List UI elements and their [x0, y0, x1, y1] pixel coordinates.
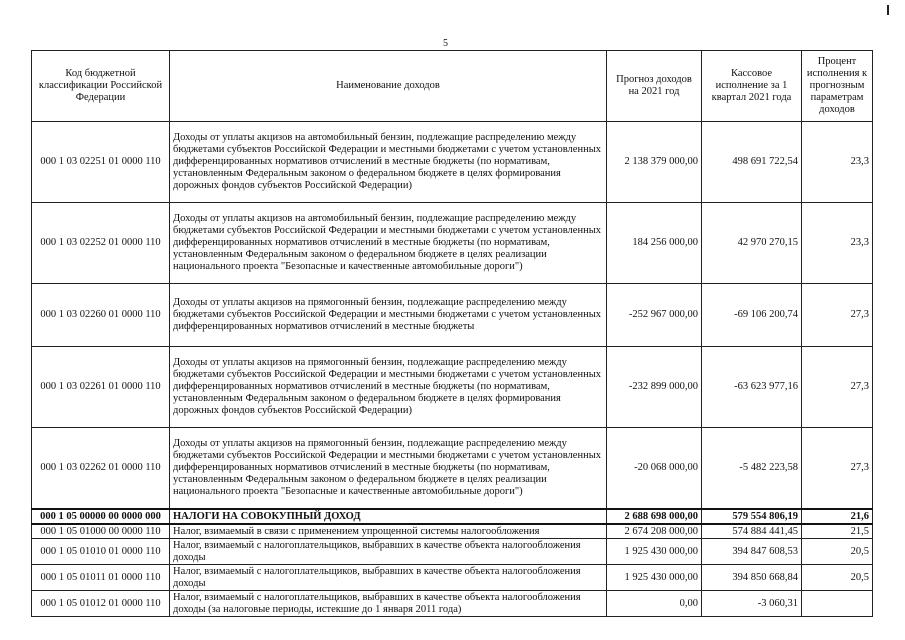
revenue-table: [31, 50, 873, 617]
percent-cell: 21,5: [802, 524, 873, 539]
table-row: [32, 428, 873, 510]
code-cell: 000 1 05 00000 00 0000 000: [32, 509, 170, 524]
cash-cell: 42 970 270,15: [702, 203, 802, 284]
table-row: [32, 122, 873, 203]
forecast-cell: -232 899 000,00: [607, 347, 702, 428]
forecast-cell: 2 138 379 000,00: [607, 122, 702, 203]
code-cell: 000 1 03 02252 01 0000 110: [32, 203, 170, 284]
name-cell: Доходы от уплаты акцизов на прямогонный бензин, подлежащие распределению между бюджетами субъектов Российской Федерации и местными бюджетами с учетом установленных дифференцированных нормативов отчислений в местные бюджеты: [170, 284, 607, 347]
percent-cell: 27,3: [802, 428, 873, 510]
cash-cell: 498 691 722,54: [702, 122, 802, 203]
table-row: [32, 524, 873, 539]
forecast-cell: 2 688 698 000,00: [607, 509, 702, 524]
name-cell: НАЛОГИ НА СОВОКУПНЫЙ ДОХОД: [170, 509, 607, 524]
cash-cell: 394 847 608,53: [702, 539, 802, 565]
table-row: [32, 347, 873, 428]
cash-cell: -5 482 223,58: [702, 428, 802, 510]
code-cell: 000 1 03 02262 01 0000 110: [32, 428, 170, 510]
header-code: Код бюджетной классификации Российской Федерации: [32, 51, 170, 122]
name-cell: Доходы от уплаты акцизов на автомобильный бензин, подлежащие распределению между бюджетами субъектов Российской Федерации и местными бюджетами с учетом установленных дифференцированных нормативов отчислений в местные бюджеты (по нормативам, установленным Федеральным законом о федеральном бюджете в целях реализации национального проекта "Безопасные и качественные автомобильные дороги"): [170, 203, 607, 284]
name-cell: Налог, взимаемый с налогоплательщиков, выбравших в качестве объекта налогообложения доходы: [170, 565, 607, 591]
percent-cell: 23,3: [802, 122, 873, 203]
percent-cell: 27,3: [802, 284, 873, 347]
forecast-cell: -252 967 000,00: [607, 284, 702, 347]
header-row: [32, 51, 873, 122]
forecast-cell: 1 925 430 000,00: [607, 539, 702, 565]
percent-cell: [802, 591, 873, 617]
table-row: [32, 539, 873, 565]
forecast-cell: 2 674 208 000,00: [607, 524, 702, 539]
code-cell: 000 1 05 01012 01 0000 110: [32, 591, 170, 617]
code-cell: 000 1 03 02261 01 0000 110: [32, 347, 170, 428]
cash-cell: -3 060,31: [702, 591, 802, 617]
code-cell: 000 1 03 02260 01 0000 110: [32, 284, 170, 347]
name-cell: Налог, взимаемый в связи с применением упрощенной системы налогообложения: [170, 524, 607, 539]
cash-cell: 394 850 668,84: [702, 565, 802, 591]
code-cell: 000 1 05 01010 01 0000 110: [32, 539, 170, 565]
forecast-cell: 0,00: [607, 591, 702, 617]
table-row: [32, 591, 873, 617]
header-name: Наименование доходов: [170, 51, 607, 122]
header-forecast: Прогноз доходов на 2021 год: [607, 51, 702, 122]
cash-cell: -63 623 977,16: [702, 347, 802, 428]
name-cell: Доходы от уплаты акцизов на прямогонный бензин, подлежащие распределению между бюджетами субъектов Российской Федерации и местными бюджетами с учетом установленных дифференцированных нормативов отчислений в местные бюджеты (по нормативам, установленным Федеральным законом о федеральном бюджете в целях реализации национального проекта "Безопасные и качественные автомобильные дороги"): [170, 428, 607, 510]
forecast-cell: 184 256 000,00: [607, 203, 702, 284]
percent-cell: 20,5: [802, 565, 873, 591]
header-cash: Кассовое исполнение за 1 квартал 2021 года: [702, 51, 802, 122]
page-number: 5: [443, 38, 448, 49]
table-row: [32, 284, 873, 347]
name-cell: Налог, взимаемый с налогоплательщиков, выбравших в качестве объекта налогообложения доходы (за налоговые периоды, истекшие до 1 января 2011 года): [170, 591, 607, 617]
percent-cell: 27,3: [802, 347, 873, 428]
name-cell: Доходы от уплаты акцизов на автомобильный бензин, подлежащие распределению между бюджетами субъектов Российской Федерации и местными бюджетами с учетом установленных дифференцированных нормативов отчислений в местные бюджеты (по нормативам, установленным Федеральным законом о федеральном бюджете в целях формирования дорожных фондов субъектов Российской Федерации): [170, 122, 607, 203]
percent-cell: 23,3: [802, 203, 873, 284]
name-cell: Налог, взимаемый с налогоплательщиков, выбравших в качестве объекта налогообложения доходы: [170, 539, 607, 565]
table-row: [32, 565, 873, 591]
table-row: [32, 203, 873, 284]
forecast-cell: 1 925 430 000,00: [607, 565, 702, 591]
table-row-section-total: [32, 509, 873, 524]
percent-cell: 20,5: [802, 539, 873, 565]
code-cell: 000 1 05 01011 01 0000 110: [32, 565, 170, 591]
cash-cell: 579 554 806,19: [702, 509, 802, 524]
code-cell: 000 1 03 02251 01 0000 110: [32, 122, 170, 203]
name-cell: Доходы от уплаты акцизов на прямогонный бензин, подлежащие распределению между бюджетами субъектов Российской Федерации и местными бюджетами с учетом установленных дифференцированных нормативов отчислений в местные бюджеты (по нормативам, установленным Федеральным законом о федеральном бюджете в целях формирования дорожных фондов субъектов Российской Федерации): [170, 347, 607, 428]
cash-cell: -69 106 200,74: [702, 284, 802, 347]
edge-mark: [887, 5, 889, 15]
percent-cell: 21,6: [802, 509, 873, 524]
cash-cell: 574 884 441,45: [702, 524, 802, 539]
code-cell: 000 1 05 01000 00 0000 110: [32, 524, 170, 539]
header-percent: Процент исполнения к прогнозным параметрам доходов: [802, 51, 873, 122]
forecast-cell: -20 068 000,00: [607, 428, 702, 510]
